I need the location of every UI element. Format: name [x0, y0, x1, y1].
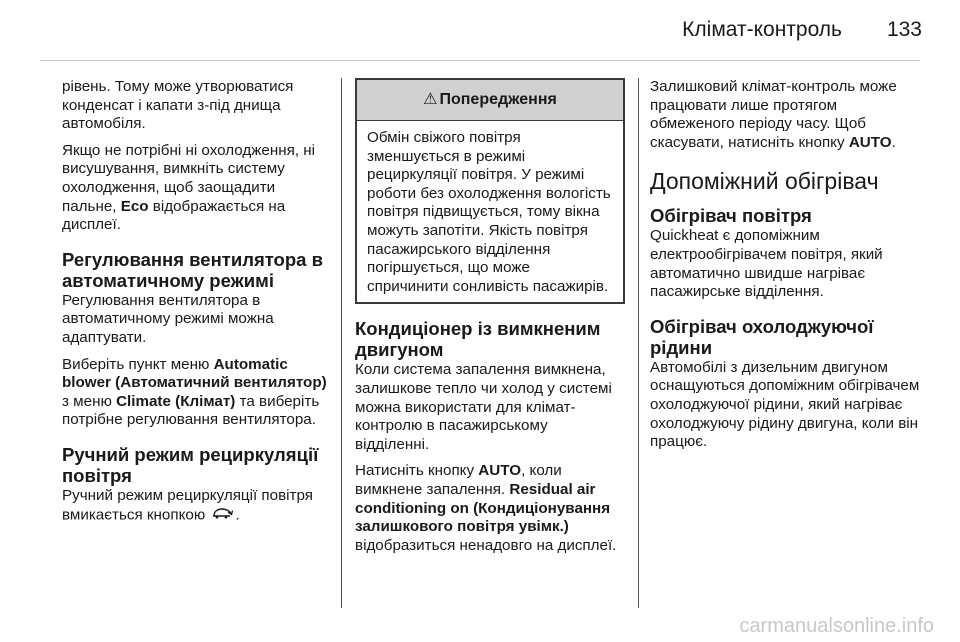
text: Залишковий клімат-контроль може працювати лише протягом обмеженого періоду часу. Щоб скасувати, натисніть кнопку [650, 78, 897, 151]
paragraph [650, 78, 922, 152]
warning-title: Попередження [439, 91, 557, 108]
warning-box [355, 78, 625, 304]
section-heading: Обігрівач охолоджуючої рідини [650, 315, 874, 358]
paragraph [355, 462, 625, 555]
eco-label: Eco [120, 197, 149, 215]
paragraph: Автомобілі з дизельним двигуном оснащуються допоміжним обігрівачем охолоджуючої рідини, який нагріває охолоджуючу рідину двигуна, коли він працює. [650, 358, 920, 451]
column-3 [650, 78, 922, 460]
warning-triangle-icon: ⚠ [423, 91, 438, 108]
text: . [891, 133, 896, 151]
paragraph: Коли система запалення вимкнена, залишкове тепло чи холод у системі можна використати для клімат-контролю в пасажирському відділенні. [355, 361, 612, 453]
page-number: 133 [886, 18, 922, 41]
residual-ac-message: Residual air conditioning on (Кондиціонування залишкового повітря увімк.) [355, 480, 611, 536]
recirculation-icon [211, 506, 235, 525]
paragraph: рівень. Тому може утворюватися конденсат і капати з-під днища автомобіля. [62, 78, 294, 133]
column-divider [638, 78, 639, 608]
text: з меню [62, 392, 117, 410]
paragraph [62, 356, 330, 430]
warning-body: Обмін свіжого повітря зменшується в режимі рециркуляції повітря. У режимі роботи без охолодження вологість повітря підвищується, тому вікна можуть запотіти. Якість повітря пасажирського відділення погіршується, що може спричинити сонливість пасажирів. [367, 129, 611, 295]
warning-header [357, 80, 623, 121]
page-header [0, 0, 960, 62]
text: , коли вимкнене запалення. [355, 462, 562, 498]
paragraph [62, 142, 330, 235]
section-heading: Регулювання вентилятора в автоматичному режимі [62, 248, 323, 291]
chapter-heading: Допоміжний обігрівач [650, 168, 879, 195]
auto-button-label: AUTO [848, 133, 892, 151]
text: відобразиться ненадовго на дисплеї. [355, 536, 617, 554]
text: Якщо не потрібні ні охолодження, ні висушування, вимкніть систему охолодження, щоб заощадити пальне, [62, 141, 316, 215]
header-divider [40, 60, 920, 61]
menu-climate: Climate (Клімат) [116, 392, 236, 410]
text: та виберіть потрібне регулювання вентилятора. [62, 392, 320, 429]
section-heading: Кондиціонер із вимкненим двигуном [355, 318, 601, 361]
column-divider [341, 78, 342, 608]
section-heading: Ручний режим рециркуляції повітря [62, 443, 319, 486]
column-1 [62, 78, 330, 532]
text: Ручний режим рециркуляції повітря вмикається кнопкою [62, 486, 314, 523]
text: відображається на дисплеї. [62, 197, 286, 234]
text: . [235, 505, 240, 523]
text: Натисніть кнопку [355, 462, 479, 480]
paragraph: Регулювання вентилятора в автоматичному режимі можна адаптувати. [62, 291, 274, 346]
menu-item-automatic-blower: Automatic blower (Автоматичний вентилятор) [62, 355, 327, 392]
watermark: carmanualsonline.info [739, 615, 934, 637]
auto-button-label: AUTO [478, 462, 522, 480]
section-heading: Обігрівач повітря [650, 205, 812, 227]
column-2 [355, 78, 625, 563]
text: Виберіть пункт меню [62, 355, 214, 373]
header-title: Клімат-контроль [682, 18, 842, 41]
paragraph [62, 487, 330, 525]
paragraph: Quickheat є допоміжним електрообігрівачем повітря, який автоматично швидше нагріває пасажирське відділення. [650, 227, 883, 301]
